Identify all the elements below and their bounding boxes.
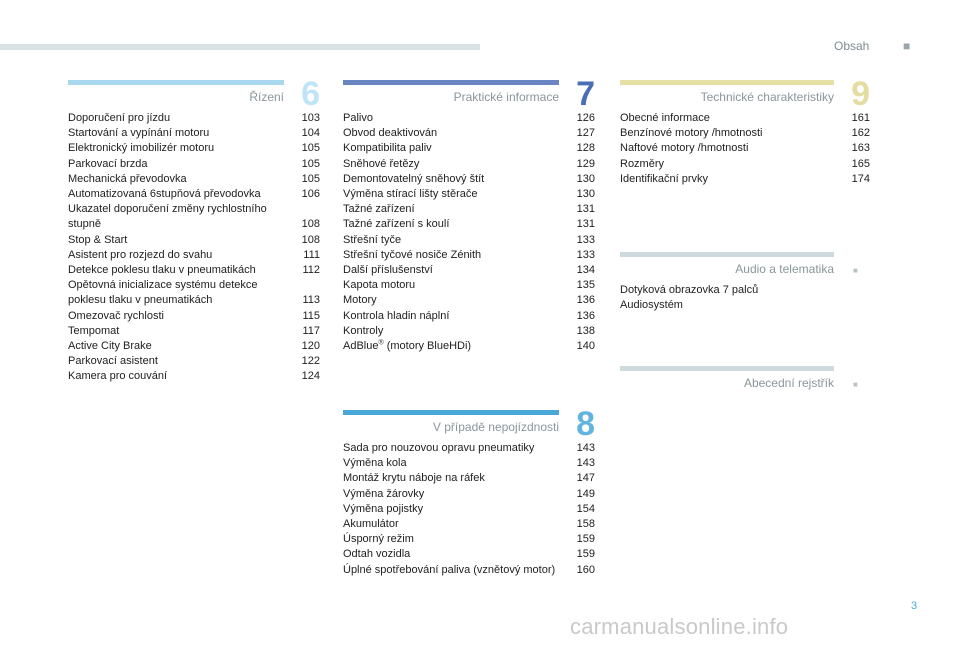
toc-entry-text: Kamera pro couvání: [68, 370, 168, 383]
toc-entry[interactable]: [343, 517, 595, 532]
toc-entry-text: AdBlue: [343, 340, 379, 353]
toc-entry-page: 154: [576, 502, 595, 515]
toc-entry-text: Audiosystém: [620, 299, 683, 312]
section-technical-title: Technické charakteristiky: [700, 90, 834, 104]
toc-entry-title: [68, 187, 269, 202]
section-practical-title: Praktické informace: [453, 90, 559, 104]
section-breakdown-bar: [343, 410, 559, 415]
toc-entry-title: [68, 111, 178, 126]
toc-entry-page: 108: [301, 218, 320, 231]
toc-entry[interactable]: [68, 278, 320, 308]
toc-entry-title: [343, 517, 407, 532]
toc-entry[interactable]: [68, 172, 320, 187]
page-number: 3: [911, 600, 918, 612]
toc-entry-title: [343, 456, 415, 471]
toc-entry[interactable]: [343, 563, 595, 578]
toc-entry-page: 143: [576, 442, 595, 454]
toc-entry[interactable]: [343, 471, 595, 486]
toc-entry[interactable]: [343, 141, 595, 156]
toc-entry-title: [68, 354, 166, 369]
toc-entry[interactable]: [68, 354, 320, 369]
toc-entry-page: 113: [302, 294, 320, 307]
toc-entry-text: Montáž krytu náboje na ráfek: [343, 472, 485, 485]
toc-entry-text: Parkovací brzda: [68, 157, 148, 170]
section-technical-bar: [620, 80, 834, 85]
section-technical-number: 9: [851, 75, 870, 113]
toc-entry[interactable]: [343, 293, 595, 308]
toc-entry-title: [68, 369, 175, 384]
toc-entry-text: Identifikační prvky: [620, 172, 709, 185]
toc-entry[interactable]: [343, 324, 595, 339]
toc-entry-text: Parkovací asistent: [68, 355, 158, 368]
toc-entry-page: 122: [301, 355, 320, 368]
toc-entry-title: [343, 487, 432, 502]
toc-entry-text: Výměna žárovky: [343, 487, 425, 500]
toc-entry-text: Sada pro nouzovou opravu pneumatiky: [343, 442, 535, 454]
section-audio-bar: [620, 252, 834, 257]
toc-entry-title: [343, 441, 542, 456]
toc-entry[interactable]: [620, 111, 870, 126]
toc-entry-title: [343, 563, 563, 578]
toc-entry-title: [620, 141, 756, 156]
toc-entry-text: Tažné zařízení s koulí: [343, 218, 450, 231]
header-square-icon: ■: [903, 39, 911, 53]
toc-entry-text: Elektronický imobilizér motoru: [68, 142, 215, 155]
section-practical-number: 7: [576, 75, 595, 113]
toc-entry[interactable]: [343, 339, 595, 354]
toc-entry-page: 133: [576, 248, 595, 261]
section-practical-entries: [343, 111, 595, 354]
section-driving-bar: [68, 80, 284, 85]
toc-entry-title: [68, 233, 135, 248]
toc-entry[interactable]: [343, 456, 595, 471]
toc-entry-text: Výměna kola: [343, 457, 407, 470]
toc-entry-page: 162: [851, 127, 870, 140]
toc-entry[interactable]: [620, 298, 834, 313]
section-breakdown-title: V případě nepojízdnosti: [432, 420, 559, 434]
toc-entry-page: 103: [301, 112, 320, 124]
toc-entry-text: Kompatibilita paliv: [343, 142, 432, 155]
toc-entry[interactable]: [343, 532, 595, 547]
toc-entry-title: [343, 278, 423, 293]
section-technical-entries: [620, 111, 870, 187]
toc-entry-title: [620, 111, 718, 126]
toc-entry[interactable]: [68, 111, 320, 126]
toc-entry-title: [343, 293, 385, 308]
section-practical-bar: [343, 80, 559, 85]
toc-entry[interactable]: [343, 217, 595, 232]
index-square-icon: ■: [853, 380, 858, 389]
toc-entry-page: 106: [301, 188, 320, 201]
toc-entry-title: [68, 339, 160, 354]
watermark: carmanualsonline.info: [570, 614, 789, 639]
toc-entry-title: [343, 187, 486, 202]
toc-entry-text: Odtah vozidla: [343, 548, 411, 561]
toc-entry-page: 136: [576, 309, 595, 322]
toc-entry[interactable]: [343, 126, 595, 141]
toc-entry-suffix: (motory BlueHDi): [383, 340, 472, 353]
toc-entry[interactable]: [68, 324, 320, 339]
toc-entry-title: [68, 157, 155, 172]
section-driving-entries: [68, 111, 320, 385]
toc-entry-title: [343, 532, 422, 547]
section-audio-title: Audio a telematika: [735, 262, 834, 276]
toc-entry-text: Akumulátor: [343, 518, 399, 531]
toc-entry[interactable]: [343, 487, 595, 502]
toc-entry-title: [68, 202, 302, 232]
toc-entry-page: 159: [576, 548, 595, 561]
toc-entry[interactable]: [343, 441, 595, 456]
toc-entry-title: [620, 298, 691, 313]
toc-entry-title: [68, 309, 172, 324]
toc-entry-text: Dotyková obrazovka 7 palců: [620, 284, 759, 296]
toc-entry-text: Palivo: [343, 112, 373, 124]
toc-entry-title: [68, 141, 222, 156]
toc-entry-text: Tempomat: [68, 324, 120, 337]
toc-entry-page: 105: [301, 172, 320, 185]
toc-entry-text: Asistent pro rozjezd do svahu: [68, 248, 213, 261]
toc-entry-page: 127: [576, 127, 595, 140]
toc-entry-title: [68, 172, 195, 187]
toc-entry[interactable]: [68, 187, 320, 202]
toc-entry-text: Výměna pojistky: [343, 502, 424, 515]
toc-entry-title: [343, 339, 479, 354]
toc-entry-title: [68, 248, 220, 263]
toc-entry-page: 140: [576, 340, 595, 353]
toc-entry-text: Kapota motoru: [343, 279, 416, 292]
toc-entry-title: [620, 126, 770, 141]
toc-entry-page: 129: [576, 157, 595, 170]
toc-entry-text: Opětovná inicializace systému detekce poklesu tlaku v pneumatikách: [68, 279, 258, 307]
toc-entry[interactable]: [343, 309, 595, 324]
toc-entry-title: [343, 263, 441, 278]
toc-entry-title: [343, 172, 492, 187]
toc-entry-title: [343, 248, 489, 263]
toc-entry-text: Active City Brake: [68, 340, 152, 353]
section-audio-entries: [620, 283, 834, 313]
toc-entry-page: 120: [301, 340, 320, 353]
toc-entry-page: 160: [576, 563, 595, 576]
toc-entry-page: 131: [576, 203, 595, 216]
toc-entry-page: 143: [576, 457, 595, 470]
toc-entry-text: Mechanická převodovka: [68, 172, 187, 185]
page-header-title: Obsah: [834, 39, 870, 53]
toc-entry[interactable]: [68, 369, 320, 384]
toc-entry-text: Střešní tyčové nosiče Zénith: [343, 248, 482, 261]
toc-entry-title: [620, 172, 716, 187]
toc-entry-text: Úsporný režim: [343, 533, 414, 546]
toc-entry-title: [343, 126, 445, 141]
toc-entry-title: [68, 263, 264, 278]
toc-entry-page: 115: [302, 309, 320, 322]
toc-entry-page: 147: [576, 472, 595, 485]
toc-entry-page: 130: [576, 172, 595, 185]
toc-entry-page: 158: [576, 518, 595, 531]
toc-entry-text: Startování a vypínání motoru: [68, 127, 210, 140]
section-index-title: Abecední rejstřík: [743, 376, 834, 390]
toc-entry[interactable]: [343, 502, 595, 517]
toc-entry-text: Automatizovaná 6stupňová převodovka: [68, 188, 261, 201]
toc-entry-page: 126: [576, 112, 595, 124]
toc-entry-page: 108: [301, 233, 320, 246]
toc-entry-page: 135: [576, 279, 595, 292]
toc-entry-text: Rozměry: [620, 157, 665, 170]
toc-entry[interactable]: [343, 157, 595, 172]
toc-entry[interactable]: [343, 111, 595, 126]
toc-entry-text: Tažné zařízení: [343, 203, 415, 216]
toc-entry[interactable]: [343, 172, 595, 187]
toc-entry[interactable]: [68, 202, 320, 232]
toc-entry-title: [343, 202, 423, 217]
toc-entry-text: Obvod deaktivován: [343, 127, 438, 140]
section-driving-title: Řízení: [249, 90, 284, 104]
toc-entry-page: 165: [851, 157, 870, 170]
toc-entry[interactable]: [68, 126, 320, 141]
audio-square-icon: ■: [853, 266, 858, 275]
toc-entry[interactable]: [620, 172, 870, 187]
section-breakdown-entries: [343, 441, 595, 578]
toc-entry-title: [343, 324, 391, 339]
toc-entry[interactable]: [68, 263, 320, 278]
toc-entry-title: [620, 157, 672, 172]
toc-entry-title: [68, 278, 302, 308]
toc-entry-text: Další příslušenství: [343, 264, 433, 277]
toc-entry-page: 124: [301, 370, 320, 383]
toc-entry-title: [343, 233, 409, 248]
toc-entry-page: 149: [576, 487, 595, 500]
toc-entry[interactable]: [620, 157, 870, 172]
toc-entry[interactable]: [343, 202, 595, 217]
toc-entry-page: 138: [576, 324, 595, 337]
toc-entry-title: [68, 126, 217, 141]
toc-entry-page: 163: [851, 142, 870, 155]
toc-entry[interactable]: [343, 263, 595, 278]
toc-entry-title: [68, 324, 127, 339]
header-bar: [0, 44, 480, 50]
toc-entry-page: 136: [576, 294, 595, 307]
toc-entry[interactable]: [68, 309, 320, 324]
toc-entry[interactable]: [68, 233, 320, 248]
toc-entry-text: Doporučení pro jízdu: [68, 112, 171, 124]
toc-entry-page: 133: [576, 233, 595, 246]
toc-entry-title: [343, 217, 457, 232]
toc-entry-page: 111: [303, 248, 320, 261]
toc-entry-sup: ®: [378, 339, 384, 347]
toc-entry[interactable]: [68, 157, 320, 172]
toc-entry-title: [343, 502, 431, 517]
toc-entry-text: Benzínové motory /hmotnosti: [620, 127, 763, 140]
toc-entry-text: Detekce poklesu tlaku v pneumatikách: [68, 264, 256, 277]
toc-entry-text: Úplné spotřebování paliva (vznětový motor): [343, 563, 556, 576]
section-breakdown-number: 8: [576, 405, 595, 443]
toc-entry-text: Omezovač rychlosti: [68, 309, 164, 322]
toc-entry-text: Ukazatel doporučení změny rychlostního stupně: [68, 203, 267, 231]
toc-entry-title: [343, 471, 493, 486]
toc-entry-page: 131: [576, 218, 595, 231]
toc-entry-text: Kontrola hladin náplní: [343, 309, 450, 322]
toc-entry-page: 134: [576, 264, 595, 277]
toc-entry-title: [620, 283, 766, 298]
toc-entry[interactable]: [620, 126, 870, 141]
toc-entry-text: Sněhové řetězy: [343, 157, 420, 170]
section-index-bar: [620, 366, 834, 371]
toc-entry-page: 104: [301, 127, 320, 140]
toc-entry-text: Střešní tyče: [343, 233, 402, 246]
toc-entry-title: [343, 141, 440, 156]
section-driving-number: 6: [301, 75, 320, 113]
toc-entry-title: [343, 547, 418, 562]
toc-entry-text: Výměna stírací lišty stěrače: [343, 188, 478, 201]
toc-entry-text: Naftové motory /hmotnosti: [620, 142, 749, 155]
toc-entry-title: [343, 157, 427, 172]
toc-entry-page: 105: [301, 142, 320, 155]
toc-entry[interactable]: [343, 278, 595, 293]
toc-entry-text: Stop & Start: [68, 233, 128, 246]
toc-entry-text: Obecné informace: [620, 112, 710, 124]
toc-entry-text: Kontroly: [343, 324, 384, 337]
toc-entry-page: 159: [576, 533, 595, 546]
toc-entry[interactable]: [343, 248, 595, 263]
toc-entry-title: [343, 309, 457, 324]
toc-entry[interactable]: [343, 233, 595, 248]
toc-entry-page: 105: [301, 157, 320, 170]
toc-entry-text: Demontovatelný sněhový štít: [343, 172, 485, 185]
toc-entry-page: 161: [851, 112, 870, 124]
toc-entry-page: 128: [576, 142, 595, 155]
toc-entry-page: 174: [851, 172, 870, 185]
toc-entry[interactable]: [620, 283, 834, 298]
toc-entry[interactable]: [343, 187, 595, 202]
toc-entry[interactable]: [620, 141, 870, 156]
toc-entry-page: 112: [302, 264, 320, 277]
toc-entry-page: 130: [576, 188, 595, 201]
toc-entry-text: Motory: [343, 294, 377, 307]
toc-entry-page: 117: [302, 324, 320, 337]
toc-entry[interactable]: [343, 547, 595, 562]
toc-entry[interactable]: [68, 339, 320, 354]
toc-entry[interactable]: [68, 248, 320, 263]
toc-entry[interactable]: [68, 141, 320, 156]
toc-entry-title: [343, 111, 381, 126]
